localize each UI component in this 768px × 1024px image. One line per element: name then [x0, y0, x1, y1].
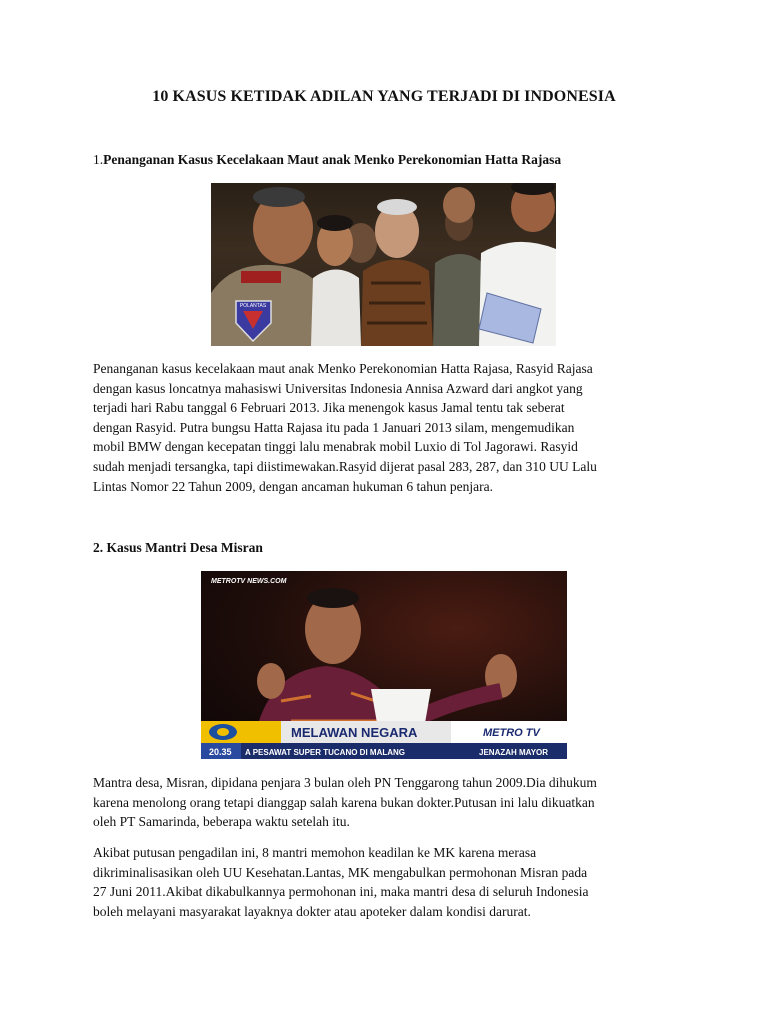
paragraph-line: 27 Juni 2011.Akibat dikabulkannya permohonan ini, maka mantri desa di seluruh Indonesia — [93, 884, 589, 900]
metro-tv-logo: METRO TV — [483, 727, 540, 739]
metrotv-news-logo: METROTV NEWS.COM — [211, 578, 287, 585]
paragraph-line: terjadi hari Rabu tanggal 6 Februari 2013. Jika menengok kasus Jamal tentu tak seberat — [93, 400, 565, 416]
document-title: 10 KASUS KETIDAK ADILAN YANG TERJADI DI INDONESIA — [152, 88, 616, 105]
photo-misran-tv-interview — [201, 571, 567, 759]
section-1-heading-text: Penanganan Kasus Kecelakaan Maut anak Menko Perekonomian Hatta Rajasa — [103, 152, 562, 167]
paragraph-line: boleh melayani masyarakat layaknya dokter atau apoteker dalam kondisi darurat. — [93, 903, 531, 919]
paragraph-line: sudah menjadi tersangka, tapi diistimewakan.Rasyid dijerat pasal 283, 287, dan 310 UU Lalu — [93, 458, 597, 474]
paragraph-line: Akibat putusan pengadilan ini, 8 mantri memohon keadilan ke MK karena merasa — [93, 845, 537, 860]
section-2-paragraph-2 — [93, 843, 683, 921]
photo-1-illustration — [211, 183, 556, 346]
section-2-paragraph-1 — [93, 773, 683, 832]
paragraph-line: Lintas Nomor 22 Tahun 2009, dengan ancaman hukuman 6 tahun penjara. — [93, 478, 493, 494]
section-1-number: 1. — [93, 152, 104, 167]
paragraph-line: dikriminalisasikan oleh UU Kesehatan.Lantas, MK mengabulkan permohonan Misran pada — [93, 864, 588, 880]
section-2-heading-text: 2. Kasus Mantri Desa Misran — [93, 540, 263, 555]
section-2-heading — [93, 540, 263, 556]
paragraph-line: dengan kasus loncatnya mahasiswi Universitas Indonesia Annisa Azward dari angkot yang — [93, 380, 583, 396]
paragraph-line: Mantra desa, Misran, dipidana penjara 3 bulan oleh PN Tenggarong tahun 2009.Dia dihukum — [93, 775, 597, 790]
section-1-heading — [93, 152, 561, 168]
paragraph-line: dengan Rasyid. Putra bungsu Hatta Rajasa itu pada 1 Januari 2013 silam, mengemudikan — [93, 419, 575, 435]
paragraph-line: Penanganan kasus kecelakaan maut anak Menko Perekonomian Hatta Rajasa, Rasyid Rajasa — [93, 361, 593, 376]
photo-2-illustration — [201, 571, 567, 759]
section-1-paragraph — [93, 359, 683, 496]
paragraph-line: mobil BMW dengan kecepatan tinggi lalu menabrak mobil Luxio di Tol Jagorawi. Rasyid — [93, 439, 578, 455]
ticker-text-left: A PESAWAT SUPER TUCANO DI MALANG — [245, 748, 406, 757]
paragraph-line: karena menolong orang tetapi dianggap salah karena bukan dokter.Putusan ini lalu dikuatkan — [93, 794, 595, 810]
ticker-text-right: JENAZAH MAYOR — [479, 748, 549, 757]
ticker-time: 20.35 — [209, 747, 232, 757]
tv-caption: MELAWAN NEGARA — [291, 725, 418, 740]
polantas-badge-text: POLANTAS — [239, 303, 267, 309]
paragraph-line: oleh PT Samarinda, beberapa waktu setelah itu. — [93, 814, 350, 830]
photo-hatta-rajasa-police — [211, 183, 556, 346]
